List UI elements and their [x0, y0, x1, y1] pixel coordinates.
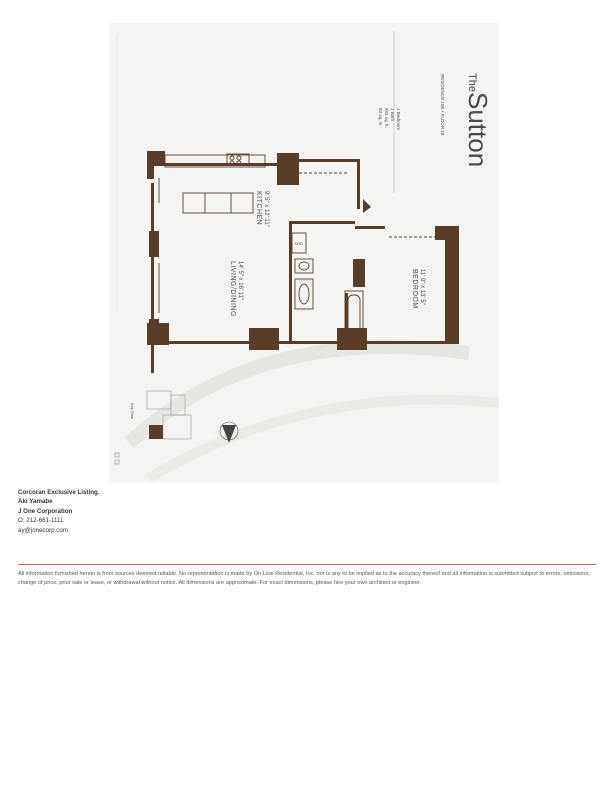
kitchen-name: KITCHEN — [255, 191, 262, 226]
kitchen-fixtures — [159, 154, 265, 313]
phone-number: O: 212-661-1111 — [18, 517, 64, 525]
divider-rule — [18, 564, 596, 565]
company-name: J One Corporation — [18, 507, 73, 515]
logo-name: Sutton — [463, 92, 493, 168]
detail-sqm: 83 sq. m. — [378, 108, 383, 127]
detail-baths: 1 Bath — [390, 108, 395, 122]
bedroom-name: BEDROOM — [411, 269, 418, 309]
bath-fixtures — [295, 259, 363, 337]
bedroom-dims: 11' 9" x 13' 5" — [419, 269, 425, 305]
brand-block — [440, 73, 493, 167]
living-name: LIVING/DINING — [229, 261, 236, 317]
residence-label: RESIDENCE 18E • FLOOR 18 — [440, 74, 445, 136]
agent-name: Aki Yamabe — [18, 498, 53, 506]
floor-plan-drawing — [109, 23, 499, 483]
kitchen-dims: 9' 5" x 12' 11" — [263, 191, 269, 227]
email-address[interactable]: ay@jonecorp.com — [18, 526, 68, 534]
living-label — [229, 261, 243, 317]
detail-sqft: 893 sq. ft. — [384, 108, 389, 128]
living-dims: 14' 5" x 16' 11" — [237, 261, 243, 301]
listing-label: Corcoran Exclusive Listing. — [18, 489, 100, 496]
detail-bedrooms: 1 Bedroom — [396, 108, 401, 131]
logo-prefix: The — [466, 73, 478, 92]
contact-block — [18, 488, 100, 535]
doors-closets — [292, 173, 435, 253]
footnote-mark — [115, 453, 119, 464]
kitchen-label — [255, 191, 269, 227]
floor-plan-sheet — [109, 23, 499, 483]
wd-label: W/D — [295, 241, 303, 246]
unit-details — [378, 108, 401, 130]
bedroom-label — [411, 269, 425, 309]
disclaimer-text: All information furnished herein is from sources deemed reliable. No representation is made by On-Line Residential, Inc. nor is any to be implied as to the accuracy thereof and all information is submitted subject to errors, omissions, change of price, prior sale or lease, or withdrawal without notice. All dimensions are approximate. For exact dimensions, please hire your own architect or engineer. — [18, 571, 590, 586]
key-plan-label: Key Plan — [130, 403, 135, 420]
